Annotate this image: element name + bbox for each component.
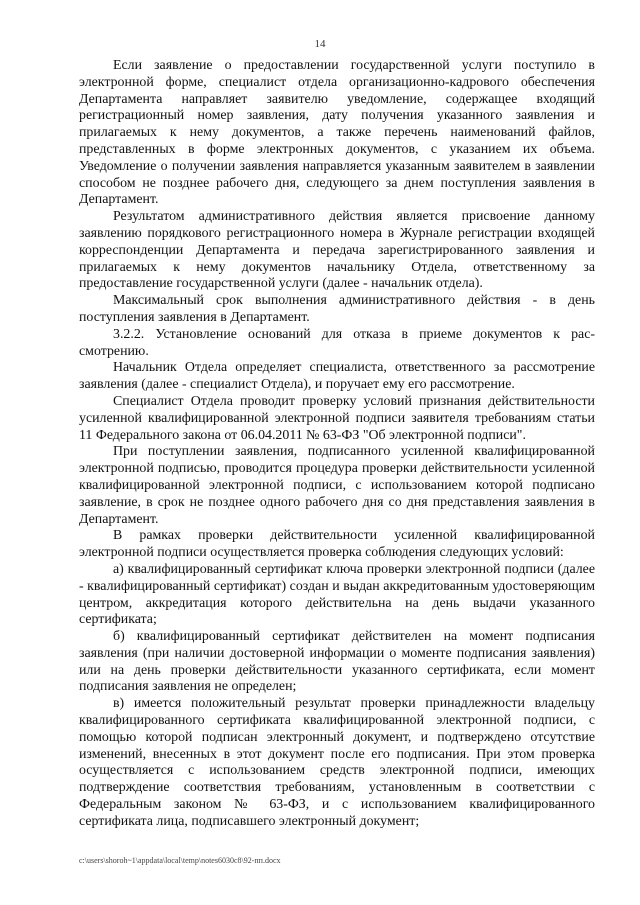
paragraph-head-assigns-specialist: Начальник Отдела определяет специалиста, ответственного за рассмотрение заявления (далее - специалист Отдела), и поручает ему его рассмотрение. <box>79 360 595 393</box>
paragraph-max-deadline: Максимальный срок выполнения административного действия - в день поступления заявления в Департамент. <box>79 293 595 325</box>
footer-file-path: c:\users\shoroh~1\appdata\local\temp\notes6030c8\92-пп.docx <box>79 856 281 865</box>
paragraph-registration-result: Результатом административного действия является присвоение данному заявлению порядкового регистрационного номера в Журнале регистрации входящей корреспонденции Департамента и передача зарегистрированного заявления и прилагаемых к нему документов начальнику Отдела, ответственному за предоставление государственной услуги (далее - начальник отдела). <box>79 209 595 292</box>
paragraph-condition-c: в) имеется положительный результат проверки принадлежности владельцу квалифицированного сертификата квалифицированной электронной подписи, с помощью которой подписан электронный документ, и подтверждено отсутствие изменений, внесенных в этот документ после его подписания. При этом проверка осуществляется с использованием средств электронной подписи, имеющих подтверждение соответствия требованиям, установленным в соответствии с Федеральным законом № 63-ФЗ, и с использованием квалифицированного сертификата лица, подписавшего электронный документ; <box>79 696 595 829</box>
paragraph-conditions-intro: В рамках проверки действительности усиленной квалифицированной электронной подписи осуществляется проверка соблюдения следующих условий: <box>79 528 595 561</box>
paragraph-section-3-2-2: 3.2.2. Установление оснований для отказа в приеме документов к рас-смотрению. <box>79 326 595 359</box>
paragraph-condition-b: б) квалифицированный сертификат действителен на момент подписания заявления (при наличии достоверной информации о моменте подписания заявления) или на день проверки действительности указанного сертификата, если момент подписания заявления не определен; <box>79 629 595 695</box>
paragraph-verification-procedure: При поступлении заявления, подписанного усиленной квалифицированной электронной подписью, проводится процедура проверки действительности усиленной квалифицированной электронной подписи, с использованием которой подписано заявление, в срок не позднее одного рабочего дня со дня представления заявления в Департамент. <box>79 444 595 527</box>
page-number: 14 <box>314 38 326 50</box>
paragraph-condition-a: а) квалифицированный сертификат ключа проверки электронной подписи (далее - квалифицированный сертификат) создан и выдан аккредитованным удостоверяющим центром, аккредитация которого действительна на день выдачи указанного сертификата; <box>79 561 595 628</box>
paragraph-signature-check: Специалист Отдела проводит проверку условий признания действительности усиленной квалифицированной электронной подписи заявителя требованиям статьи 11 Федерального закона от 06.04.2011 № 63-ФЗ "Об электронной подписи". <box>79 393 595 443</box>
document-body <box>79 58 595 831</box>
paragraph-electronic-application: Если заявление о предоставлении государственной услуги поступило в электронной форме, специалист отдела организационно-кадрового обеспечения Департамента направляет заявителю уведомление, содержащее входящий регистрационный номер заявления, дату получения указанного заявления и прилагаемых к нему документов, а также перечень наименований файлов, представленных в форме электронных документов, с указанием их объема. Уведомление о получении заявления направляется указанным заявителем в заявлении способом не позднее рабочего дня, следующего за днем поступления заявления в Департамент. <box>79 58 595 208</box>
